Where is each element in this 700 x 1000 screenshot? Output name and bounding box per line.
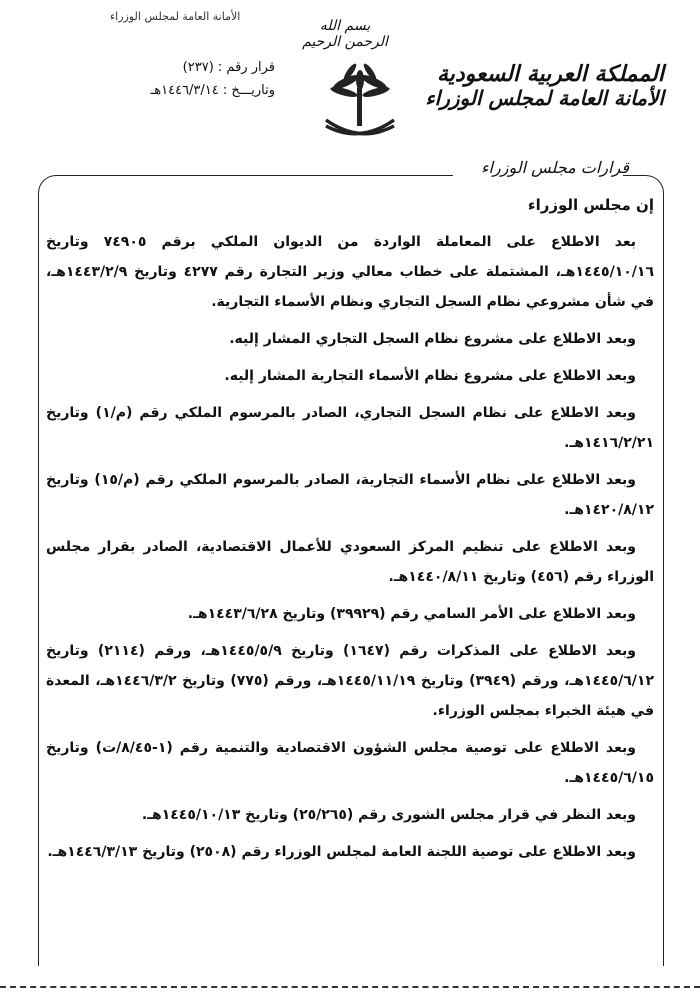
paragraph: بعد الاطلاع على المعاملة الواردة من الديوان الملكي برقم ٧٤٩٠٥ وتاريخ ١٤٤٥/١٠/١٦هـ، المشتملة على خطاب معالي وزير التجارة رقم ٤٢٧٧ وتاريخ ١٤٤٣/٢/٩هـ، في شأن مشروعي نظام السجل التجاري ونظام الأسماء التجارية.: [46, 234, 654, 310]
decision-date-label: وتاريـــخ :: [222, 83, 275, 98]
paragraph: وبعد الاطلاع على نظام الأسماء التجارية، الصادر بالمرسوم الملكي رقم (م/١٥) وتاريخ ١٤٢٠/٨/١٢هـ.: [46, 472, 654, 518]
council-heading: إن مجلس الوزراء: [527, 196, 654, 214]
decision-body: [46, 190, 654, 874]
decision-date-row: [95, 83, 275, 98]
page-edge-divider: [0, 986, 700, 998]
paragraph: وبعد النظر في قرار مجلس الشورى رقم (٢٥/٢٦٥) وتاريخ ١٤٤٥/١٠/١٣هـ.: [141, 807, 636, 823]
decisions-label: قرارات مجلس الوزراء: [481, 158, 629, 177]
secretariat-name: الأمانة العامة لمجلس الوزراء: [425, 86, 664, 111]
decision-date: ١٤٤٦/٣/١٤هـ: [150, 83, 219, 98]
decision-number-row: [95, 60, 275, 75]
top-secretariat-label: الأمانة العامة لمجلس الوزراء: [110, 10, 241, 23]
paragraph: وبعد الاطلاع على الأمر السامي رقم (٣٩٩٢٩) وتاريخ ١٤٤٣/٦/٢٨هـ.: [187, 606, 636, 622]
paragraph: وبعد الاطلاع على تنظيم المركز السعودي للأعمال الاقتصادية، الصادر بقرار مجلس الوزراء رقم (٤٥٦) وتاريخ ١٤٤٠/٨/١١هـ.: [46, 539, 654, 585]
letterhead-title: [425, 62, 664, 110]
paragraph: وبعد الاطلاع على توصية اللجنة العامة لمجلس الوزراء رقم (٢٥٠٨) وتاريخ ١٤٤٦/٣/١٣هـ.: [47, 844, 636, 860]
kingdom-name: المملكة العربية السعودية: [436, 61, 664, 87]
decision-number-label: قرار رقم :: [217, 60, 275, 75]
paragraph: وبعد الاطلاع على نظام السجل التجاري، الصادر بالمرسوم الملكي رقم (م/١) وتاريخ ١٤١٦/٢/٢١هـ.: [46, 405, 654, 451]
paragraph: وبعد الاطلاع على مشروع نظام الأسماء التجارية المشار إليه.: [224, 368, 636, 384]
paragraph: وبعد الاطلاع على مشروع نظام السجل التجاري المشار إليه.: [229, 331, 636, 347]
saudi-emblem-icon: [320, 58, 400, 148]
decision-reference: [95, 60, 275, 106]
decision-number: (٢٣٧): [182, 60, 214, 75]
basmala-calligraphy: بسم الله الرحمن الرحيم: [302, 18, 388, 50]
paragraph: وبعد الاطلاع على المذكرات رقم (١٦٤٧) وتاريخ ١٤٤٥/٥/٩هـ، ورقم (٢١١٤) وتاريخ ١٤٤٥/٦/١٢هـ، ورقم (٣٩٤٩) وتاريخ ١٤٤٥/١١/١٩هـ، ورقم (٧٧٥) وتاريخ ١٤٤٦/٣/٢هـ، المعدة في هيئة الخبراء بمجلس الوزراء.: [46, 643, 654, 719]
paragraph: وبعد الاطلاع على توصية مجلس الشؤون الاقتصادية والتنمية رقم (١-٨/٤٥/ت) وتاريخ ١٤٤٥/٦/١٥هـ.: [46, 740, 654, 786]
